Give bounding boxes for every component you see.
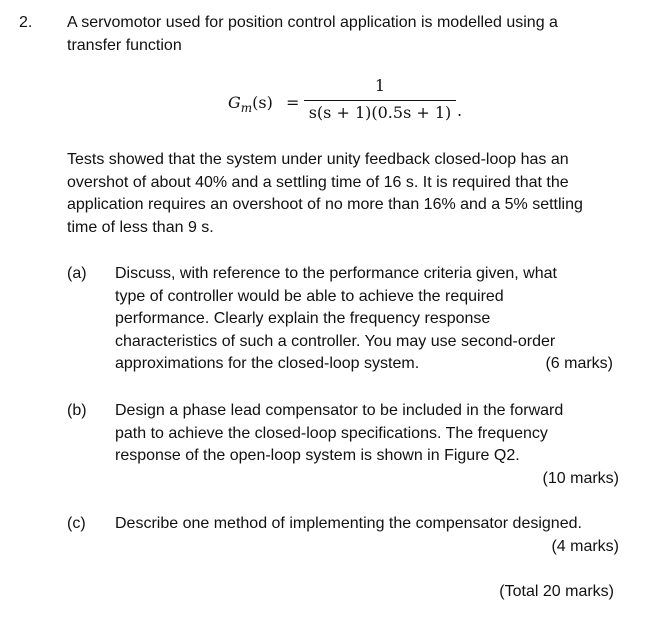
- part-line: Discuss, with reference to the performance criteria given, what: [115, 265, 557, 282]
- question-number: 2.: [19, 14, 33, 31]
- equation-fraction: [304, 74, 456, 125]
- equation-denominator: s(s + 1)(0.5s + 1): [308, 103, 452, 122]
- part-b: [67, 400, 627, 495]
- paragraph-line: time of less than 9 s.: [67, 218, 214, 236]
- part-marks: (4 marks): [551, 537, 619, 555]
- part-line: characteristics of such a controller. You may use second-order: [115, 332, 556, 350]
- part-line: response of the open-loop system is shown in Figure Q2.: [115, 447, 520, 464]
- paragraph-line: overshot of about 40% and a settling time of 16 s. It is required that the: [67, 173, 569, 191]
- part-body: [115, 400, 619, 490]
- paragraph-line: Tests showed that the system under unity feedback closed-loop has an: [67, 151, 569, 168]
- total-marks: (Total 20 marks): [499, 583, 614, 600]
- part-line: Describe one method of implementing the compensator designed.: [115, 515, 582, 532]
- equation-symbol: G: [228, 93, 241, 112]
- equation-period: .: [457, 101, 463, 120]
- part-line: performance. Clearly explain the frequency response: [115, 310, 491, 327]
- equation-numerator: 1: [374, 76, 386, 95]
- equation-argument: (s): [252, 93, 273, 112]
- paragraph-line: application requires an overshoot of no more than 16% and a 5% settling: [67, 196, 583, 213]
- part-marks: (6 marks): [545, 355, 613, 372]
- part-a: [67, 263, 627, 378]
- part-c: [67, 513, 627, 563]
- part-line: path to achieve the closed-loop specifications. The frequency: [115, 424, 548, 442]
- part-line: Design a phase lead compensator to be included in the forward: [115, 402, 564, 419]
- question-paragraph: [67, 149, 627, 239]
- part-marks: (10 marks): [542, 469, 619, 487]
- part-body: [115, 513, 619, 558]
- part-body: [115, 263, 619, 376]
- intro-line: A servomotor used for position control application is modelled using a: [67, 14, 558, 31]
- part-line: approximations for the closed-loop system.: [115, 355, 420, 372]
- part-label: (a): [67, 265, 87, 282]
- part-label: (c): [67, 515, 86, 532]
- transfer-function-equation: [228, 74, 488, 134]
- equation-equals: =: [286, 93, 300, 112]
- intro-line: transfer function: [67, 36, 182, 54]
- part-line: type of controller would be able to achieve the required: [115, 287, 504, 305]
- equation-subscript: m: [240, 101, 253, 115]
- question-intro: [67, 12, 627, 57]
- part-label: (b): [67, 402, 87, 419]
- equation-lhs: [228, 92, 273, 116]
